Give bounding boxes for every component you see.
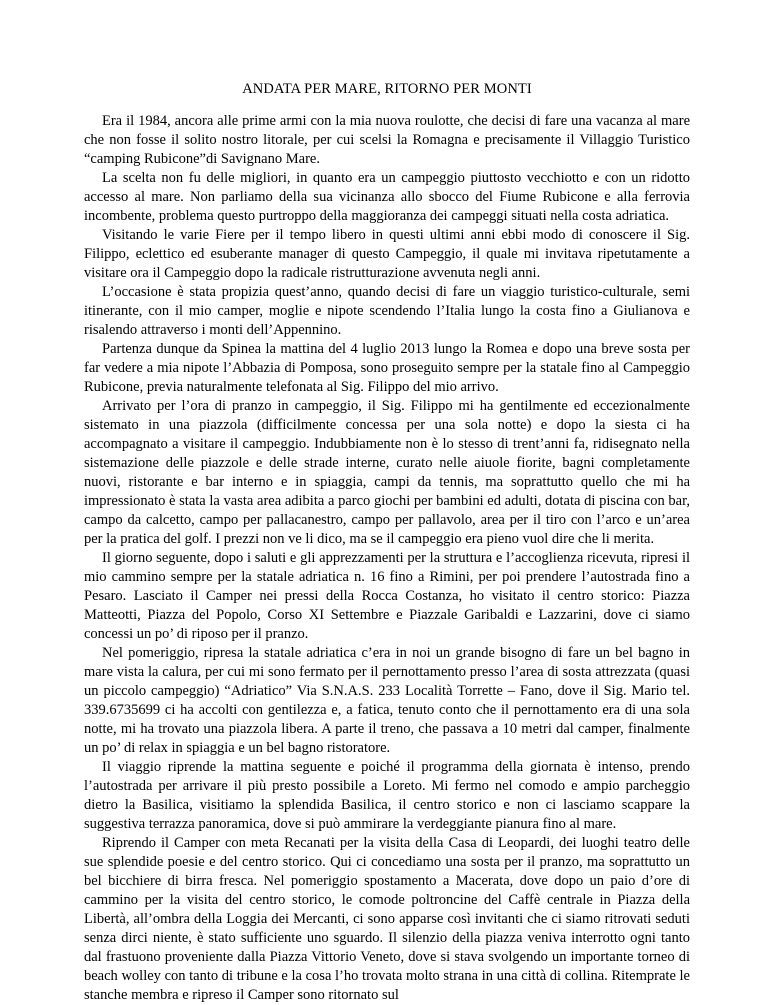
- paragraph-8: Nel pomeriggio, ripresa la statale adriatica c’era in noi un grande bisogno di fare un bel bagno in mare vista la calura, per cui mi sono fermato per il pernottamento presso l’area di sosta attrezzata (quasi un piccolo campeggio) “Adriatico” Via S.N.A.S. 233 Località Torrette – Fano, dove il Sig. Mario tel. 339.6735699 ci ha accolti con gentilezza e, a fatica, tenuto conto che il pernottamento era di una sola notte, mi ha trovato una piazzola libera. A parte il treno, che passava a 10 metri dal camper, finalmente un po’ di relax in spiaggia e un bel bagno ristoratore.: [84, 645, 690, 756]
- paragraph-5: Partenza dunque da Spinea la mattina del 4 luglio 2013 lungo la Romea e dopo una breve sosta per far vedere a mia nipote l’Abbazia di Pomposa, sono proseguito sempre per la statale fino al Campeggio Rubicone, previa naturalmente telefonata al Sig. Filippo del mio arrivo.: [84, 341, 690, 395]
- paragraph-4: L’occasione è stata propizia quest’anno, quando decisi di fare un viaggio turistico-culturale, semi itinerante, con il mio camper, moglie e nipote scendendo l’Italia lungo la costa fino a Giulianova e risalendo attraverso i monti dell’Appennino.: [84, 284, 690, 338]
- document-page: [84, 80, 690, 1005]
- paragraph-6: Arrivato per l’ora di pranzo in campeggio, il Sig. Filippo mi ha gentilmente ed eccezionalmente sistemato in una piazzola (difficilmente concessa per una sola notte) e dopo la siesta ci ha accompagnato a visitare il campeggio. Indubbiamente non è lo stesso di trent’anni fa, ridisegnato nella sistemazione delle piazzole e delle strade interne, curato nelle aiuole fiorite, bagni completamente nuovi, ristorante e bar interno e in spiaggia, campi da tennis, ma soprattutto quello che mi ha impressionato è stata la vasta area adibita a parco giochi per bambini ed adulti, dotata di piscina con bar, campo da calcetto, campo per pallacanestro, campo per pallavolo, area per il tiro con l’arco e un’area per la pratica del golf. I prezzi non ve li dico, ma se il campeggio era pieno vuol dire che li merita.: [84, 398, 690, 547]
- paragraph-2: La scelta non fu delle migliori, in quanto era un campeggio piuttosto vecchiotto e con un ridotto accesso al mare. Non parliamo della sua vicinanza allo sbocco del Fiume Rubicone e alla ferrovia incombente, problema questo purtroppo della maggioranza dei campeggi situati nella costa adriatica.: [84, 170, 690, 224]
- paragraph-1: Era il 1984, ancora alle prime armi con la mia nuova roulotte, che decisi di fare una vacanza al mare che non fosse il solito nostro litorale, per cui scelsi la Romagna e precisamente il Villaggio Turistico “camping Rubicone”di Savignano Mare.: [84, 113, 690, 167]
- paragraph-7: Il giorno seguente, dopo i saluti e gli apprezzamenti per la struttura e l’accoglienza ricevuta, ripresi il mio cammino sempre per la statale adriatica n. 16 fino a Rimini, per poi prendere l’autostrada fino a Pesaro. Lasciato il Camper nei pressi della Rocca Costanza, ho visitato il centro storico: Piazza Matteotti, Piazza del Popolo, Corso XI Settembre e Piazzale Garibaldi e Lazzarini, dove ci siamo concessi un po’ di riposo per il pranzo.: [84, 550, 690, 642]
- paragraph-9: Il viaggio riprende la mattina seguente e poiché il programma della giornata è intenso, prendo l’autostrada per arrivare il più presto possibile a Loreto. Mi fermo nel comodo e ampio parcheggio dietro la Basilica, visitiamo la splendida Basilica, il centro storico e non ci lasciamo scappare la suggestiva terrazza panoramica, dove si può ammirare la verdeggiante pianura fino al mare.: [84, 759, 690, 832]
- paragraph-10: Riprendo il Camper con meta Recanati per la visita della Casa di Leopardi, dei luoghi teatro delle sue splendide poesie e del centro storico. Qui ci concediamo una sosta per il pranzo, ma soprattutto un bel bicchiere di birra fresca. Nel pomeriggio spostamento a Macerata, dove dopo un paio d’ore di cammino per la visita del centro storico, le comode poltroncine del Caffè centrale in Piazza della Libertà, all’ombra della Loggia dei Mercanti, ci sono apparse così invitanti che ci siamo ritrovati seduti senza dirci niente, è stato sufficiente uno sguardo. Il silenzio della piazza veniva interrotto ogni tanto dal frastuono proveniente dalla Piazza Vittorio Veneto, dove si stava svolgendo un importante torneo di beach wolley con tanto di tribune e la cosa l’ho trovata molto strana in una città di collina. Ritemprate le stanche membra e ripreso il Camper sono ritornato sul: [84, 835, 690, 1003]
- paragraph-3: Visitando le varie Fiere per il tempo libero in questi ultimi anni ebbi modo di conoscere il Sig. Filippo, eclettico ed esuberante manager di questo Campeggio, il quale mi invitava ripetutamente a visitare ora il Campeggio dopo la radicale ristrutturazione avvenuta negli anni.: [84, 227, 690, 281]
- document-title: ANDATA PER MARE, RITORNO PER MONTI: [242, 81, 532, 97]
